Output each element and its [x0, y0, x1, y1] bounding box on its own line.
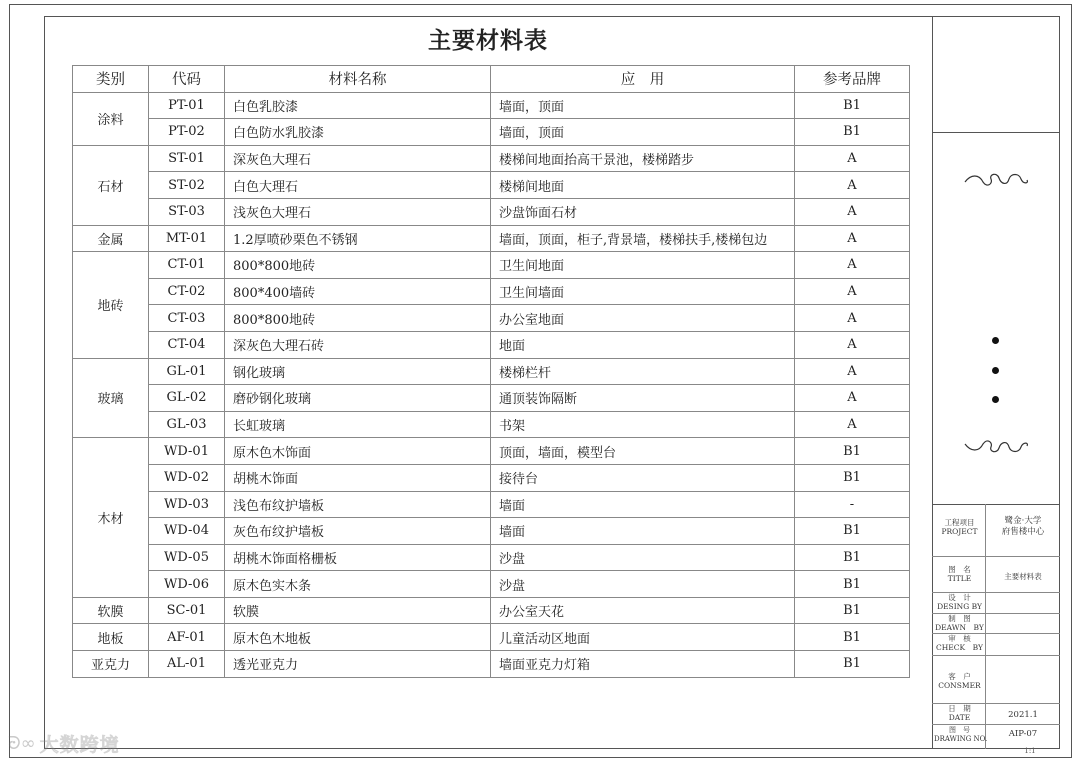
name-cell: 800*800地砖 — [225, 305, 491, 332]
code-cell: WD-06 — [149, 571, 225, 598]
table-row — [73, 438, 910, 465]
application-cell: 楼梯栏杆 — [491, 358, 795, 385]
header-name: 材料名称 — [225, 66, 491, 93]
ornament-top-icon — [960, 170, 1032, 194]
brand-cell: A — [795, 385, 910, 412]
code-cell: CT-01 — [149, 252, 225, 279]
application-cell: 楼梯间地面 — [491, 172, 795, 199]
name-cell: 白色防水乳胶漆 — [225, 119, 491, 146]
ornament-bottom-icon — [960, 436, 1032, 460]
header-category: 类别 — [73, 66, 149, 93]
code-cell: MT-01 — [149, 225, 225, 252]
table-row — [73, 92, 910, 119]
application-cell: 儿童活动区地面 — [491, 624, 795, 651]
drawing-no-label: 图 号 DRAWING NO. — [934, 726, 988, 743]
code-cell: AL-01 — [149, 651, 225, 678]
check-label: 审 核 CHECK BY — [936, 634, 983, 652]
table-row — [73, 331, 910, 358]
table-row — [73, 172, 910, 199]
project-value: 鹭金·大学 府售楼中心 — [1001, 516, 1045, 537]
date-label: 日 期 DATE — [948, 704, 971, 722]
name-cell: 磨砂钢化玻璃 — [225, 385, 491, 412]
header-application: 应 用 — [491, 66, 795, 93]
category-cell: 涂料 — [73, 92, 149, 145]
table-row — [73, 198, 910, 225]
brand-cell: B1 — [795, 119, 910, 146]
watermark-text: 大数跨境 — [39, 733, 120, 756]
name-cell: 灰色布纹护墙板 — [225, 518, 491, 545]
title-block-divider — [932, 504, 1060, 505]
table-header-row — [73, 66, 910, 93]
table-row — [73, 491, 910, 518]
name-cell: 深灰色大理石砖 — [225, 331, 491, 358]
table-row — [73, 358, 910, 385]
name-cell: 浅色布纹护墙板 — [225, 491, 491, 518]
dot-icon — [992, 396, 999, 403]
table-row — [73, 624, 910, 651]
code-cell: GL-02 — [149, 385, 225, 412]
brand-cell: A — [795, 358, 910, 385]
table-row — [73, 278, 910, 305]
brand-cell: A — [795, 411, 910, 438]
design-label: 设 计 DESING BY — [937, 593, 982, 611]
application-cell: 沙盘 — [491, 571, 795, 598]
drawing-no-value: AIP-07 — [1008, 729, 1038, 739]
brand-cell: B1 — [795, 651, 910, 678]
code-cell: ST-03 — [149, 198, 225, 225]
date-value: 2021.1 — [1008, 710, 1038, 720]
name-cell: 胡桃木饰面 — [225, 464, 491, 491]
code-cell: CT-04 — [149, 331, 225, 358]
table-row — [73, 464, 910, 491]
client-label: 客 户 CONSMER — [938, 672, 981, 690]
name-cell: 胡桃木饰面格栅板 — [225, 544, 491, 571]
name-cell: 深灰色大理石 — [225, 145, 491, 172]
brand-cell: B1 — [795, 597, 910, 624]
table-row — [73, 305, 910, 332]
brand-cell: A — [795, 305, 910, 332]
application-cell: 卫生间地面 — [491, 252, 795, 279]
category-cell: 地板 — [73, 624, 149, 651]
code-cell: GL-01 — [149, 358, 225, 385]
project-label: 工程项目 PROJECT — [941, 518, 978, 536]
code-cell: GL-03 — [149, 411, 225, 438]
application-cell: 卫生间墙面 — [491, 278, 795, 305]
code-cell: PT-02 — [149, 119, 225, 146]
title-block-divider — [932, 556, 1060, 557]
materials-table — [72, 65, 910, 678]
table-row — [73, 411, 910, 438]
brand-cell: B1 — [795, 544, 910, 571]
brand-cell: B1 — [795, 571, 910, 598]
application-cell: 办公室地面 — [491, 305, 795, 332]
code-cell: WD-05 — [149, 544, 225, 571]
watermark-logo-icon: ᘒ∞ — [8, 732, 36, 754]
brand-cell: A — [795, 198, 910, 225]
category-cell: 地砖 — [73, 252, 149, 358]
code-cell: WD-02 — [149, 464, 225, 491]
table-row — [73, 385, 910, 412]
brand-cell: A — [795, 172, 910, 199]
application-cell: 书架 — [491, 411, 795, 438]
table-row — [73, 225, 910, 252]
application-cell: 接待台 — [491, 464, 795, 491]
application-cell: 办公室天花 — [491, 597, 795, 624]
brand-cell: B1 — [795, 92, 910, 119]
brand-cell: A — [795, 225, 910, 252]
brand-cell: A — [795, 278, 910, 305]
application-cell: 墙面，顶面 — [491, 92, 795, 119]
name-cell: 钢化玻璃 — [225, 358, 491, 385]
name-cell: 软膜 — [225, 597, 491, 624]
category-cell: 亚克力 — [73, 651, 149, 678]
application-cell: 地面 — [491, 331, 795, 358]
code-cell: WD-01 — [149, 438, 225, 465]
table-row — [73, 597, 910, 624]
application-cell: 楼梯间地面抬高干景池，楼梯踏步 — [491, 145, 795, 172]
name-cell: 800*800地砖 — [225, 252, 491, 279]
name-cell: 透光亚克力 — [225, 651, 491, 678]
name-cell: 原木色实木条 — [225, 571, 491, 598]
table-row — [73, 145, 910, 172]
materials-table-body — [73, 92, 910, 677]
name-cell: 原木色木饰面 — [225, 438, 491, 465]
code-cell: CT-02 — [149, 278, 225, 305]
brand-cell: A — [795, 331, 910, 358]
name-cell: 白色乳胶漆 — [225, 92, 491, 119]
name-cell: 1.2厚喷砂栗色不锈钢 — [225, 225, 491, 252]
application-cell: 墙面，顶面，柜子,背景墙，楼梯扶手,楼梯包边 — [491, 225, 795, 252]
application-cell: 沙盘饰面石材 — [491, 198, 795, 225]
code-cell: ST-01 — [149, 145, 225, 172]
category-cell: 玻璃 — [73, 358, 149, 438]
application-cell: 墙面 — [491, 518, 795, 545]
table-row — [73, 252, 910, 279]
application-cell: 顶面，墙面，模型台 — [491, 438, 795, 465]
table-row — [73, 544, 910, 571]
application-cell: 沙盘 — [491, 544, 795, 571]
watermark — [8, 731, 120, 755]
category-cell: 木材 — [73, 438, 149, 598]
title-block-divider — [932, 724, 1060, 725]
code-cell: PT-01 — [149, 92, 225, 119]
title-value: 主要材料表 — [1004, 572, 1042, 581]
category-cell: 金属 — [73, 225, 149, 252]
brand-cell: B1 — [795, 438, 910, 465]
code-cell: SC-01 — [149, 597, 225, 624]
dot-icon — [992, 337, 999, 344]
scale-value: 1:1 — [1024, 747, 1036, 755]
brand-cell: A — [795, 252, 910, 279]
title-block-divider — [932, 655, 1060, 656]
page-title: 主要材料表 — [428, 28, 548, 54]
drawn-label: 制 图 DEAWN BY — [935, 614, 984, 632]
application-cell: 通顶装饰隔断 — [491, 385, 795, 412]
category-cell: 软膜 — [73, 597, 149, 624]
name-cell: 原木色木地板 — [225, 624, 491, 651]
category-cell: 石材 — [73, 145, 149, 225]
table-row — [73, 518, 910, 545]
brand-cell: - — [795, 491, 910, 518]
brand-cell: B1 — [795, 518, 910, 545]
code-cell: CT-03 — [149, 305, 225, 332]
code-cell: WD-03 — [149, 491, 225, 518]
name-cell: 800*400墙砖 — [225, 278, 491, 305]
name-cell: 白色大理石 — [225, 172, 491, 199]
name-cell: 浅灰色大理石 — [225, 198, 491, 225]
brand-cell: B1 — [795, 464, 910, 491]
header-brand: 参考品牌 — [795, 66, 910, 93]
table-row — [73, 119, 910, 146]
code-cell: ST-02 — [149, 172, 225, 199]
name-cell: 长虹玻璃 — [225, 411, 491, 438]
title-label: 图 名 TITLE — [947, 565, 972, 583]
header-code: 代码 — [149, 66, 225, 93]
table-row — [73, 571, 910, 598]
table-row — [73, 651, 910, 678]
title-block-divider — [932, 132, 1060, 133]
code-cell: AF-01 — [149, 624, 225, 651]
application-cell: 墙面，顶面 — [491, 119, 795, 146]
application-cell: 墙面亚克力灯箱 — [491, 651, 795, 678]
application-cell: 墙面 — [491, 491, 795, 518]
code-cell: WD-04 — [149, 518, 225, 545]
dot-icon — [992, 367, 999, 374]
brand-cell: B1 — [795, 624, 910, 651]
brand-cell: A — [795, 145, 910, 172]
